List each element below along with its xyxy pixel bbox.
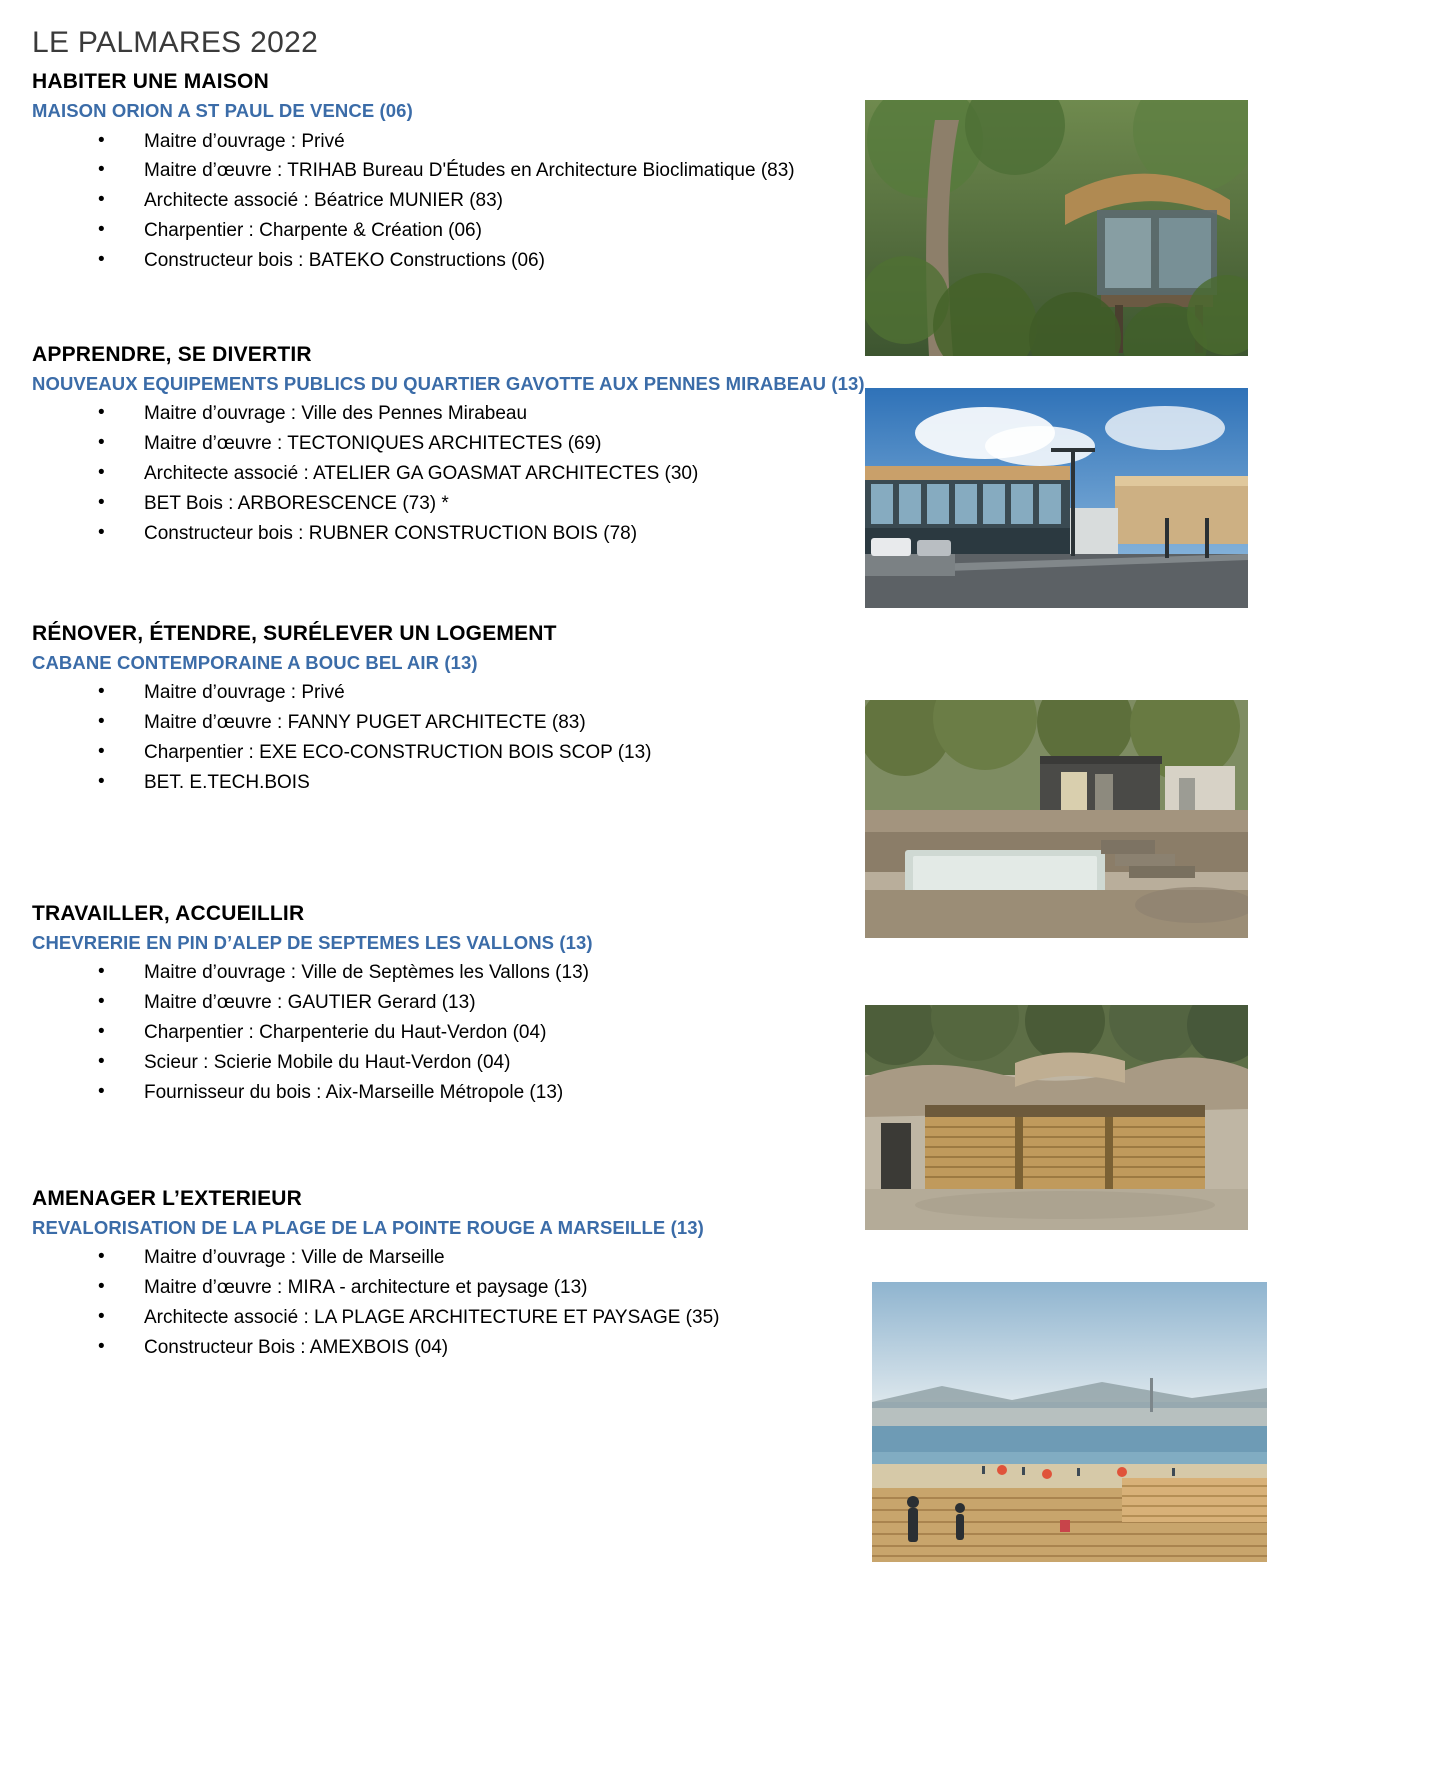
list-item: • Scieur : Scierie Mobile du Haut-Verdon (04) bbox=[98, 1049, 1405, 1078]
category-title: AMENAGER L’EXTERIEUR bbox=[32, 1186, 303, 1210]
project-photo-cabane-contemporaine bbox=[865, 700, 1248, 938]
list-item: • Maitre d’œuvre : GAUTIER Gerard (13) bbox=[98, 989, 1405, 1018]
project-title: REVALORISATION DE LA PLAGE DE LA POINTE ROUGE A MARSEILLE (13) bbox=[32, 1216, 704, 1238]
page-title: LE PALMARES 2022 bbox=[32, 26, 319, 59]
list-item: • Charpentier : EXE ECO-CONSTRUCTION BOIS SCOP (13) bbox=[98, 739, 1405, 768]
photo-illustration bbox=[865, 700, 1248, 938]
list-item: • BET Bois : ARBORESCENCE (73) * bbox=[98, 490, 1405, 519]
project-title: MAISON ORION A ST PAUL DE VENCE (06) bbox=[32, 100, 413, 121]
list-item: • Constructeur bois : RUBNER CONSTRUCTION BOIS (78) bbox=[98, 520, 1405, 549]
list-item: • Charpentier : Charpenterie du Haut-Verdon (04) bbox=[98, 1019, 1405, 1048]
category-title: APPRENDRE, SE DIVERTIR bbox=[32, 342, 312, 366]
list-item: • Charpentier : Charpente & Création (06) bbox=[98, 217, 1405, 246]
list-item: • Architecte associé : LA PLAGE ARCHITECTURE ET PAYSAGE (35) bbox=[98, 1304, 1405, 1333]
list-item: • Maitre d’œuvre : TRIHAB Bureau D'Études en Architecture Bioclimatique (83) bbox=[98, 157, 1405, 186]
project-title: NOUVEAUX EQUIPEMENTS PUBLICS DU QUARTIER GAVOTTE AUX PENNES MIRABEAU (13) bbox=[32, 372, 865, 394]
list-item: • Maitre d’ouvrage : Ville de Septèmes les Vallons (13) bbox=[98, 959, 1405, 988]
project-photo-chevrerie bbox=[865, 1005, 1248, 1230]
list-item: • Maitre d’œuvre : TECTONIQUES ARCHITECTES (69) bbox=[98, 430, 1405, 459]
project-title: CHEVRERIE EN PIN D’ALEP DE SEPTEMES LES VALLONS (13) bbox=[32, 931, 593, 953]
category-title: TRAVAILLER, ACCUEILLIR bbox=[32, 901, 305, 925]
project-photo-equipements-gavotte bbox=[865, 388, 1248, 608]
list-item: • BET. E.TECH.BOIS bbox=[98, 769, 1405, 798]
category-title: RÉNOVER, ÉTENDRE, SURÉLEVER UN LOGEMENT bbox=[32, 621, 557, 645]
list-item: • Constructeur Bois : AMEXBOIS (04) bbox=[98, 1334, 1405, 1363]
photo-illustration bbox=[865, 1005, 1248, 1230]
list-item: • Architecte associé : ATELIER GA GOASMAT ARCHITECTES (30) bbox=[98, 460, 1405, 489]
list-item: • Fournisseur du bois : Aix-Marseille Métropole (13) bbox=[98, 1079, 1405, 1108]
list-item: • Maitre d’ouvrage : Ville de Marseille bbox=[98, 1244, 1405, 1273]
project-title: CABANE CONTEMPORAINE A BOUC BEL AIR (13) bbox=[32, 651, 478, 673]
list-item: • Maitre d’œuvre : MIRA - architecture et paysage (13) bbox=[98, 1274, 1405, 1303]
project-photo-plage-pointe-rouge bbox=[872, 1282, 1267, 1562]
project-photo-maison-orion bbox=[865, 100, 1248, 356]
list-item: • Maitre d’ouvrage : Ville des Pennes Mirabeau bbox=[98, 400, 1405, 429]
photo-illustration bbox=[865, 388, 1248, 608]
list-item: • Constructeur bois : BATEKO Constructions (06) bbox=[98, 247, 1405, 276]
photo-illustration bbox=[872, 1282, 1267, 1562]
list-item: • Maitre d’ouvrage : Privé bbox=[98, 128, 1405, 157]
category-title: HABITER UNE MAISON bbox=[32, 70, 269, 93]
list-item: • Maitre d’ouvrage : Privé bbox=[98, 679, 1405, 708]
photo-illustration bbox=[865, 100, 1248, 356]
list-item: • Architecte associé : Béatrice MUNIER (83) bbox=[98, 187, 1405, 216]
list-item: • Maitre d’œuvre : FANNY PUGET ARCHITECTE (83) bbox=[98, 709, 1405, 738]
